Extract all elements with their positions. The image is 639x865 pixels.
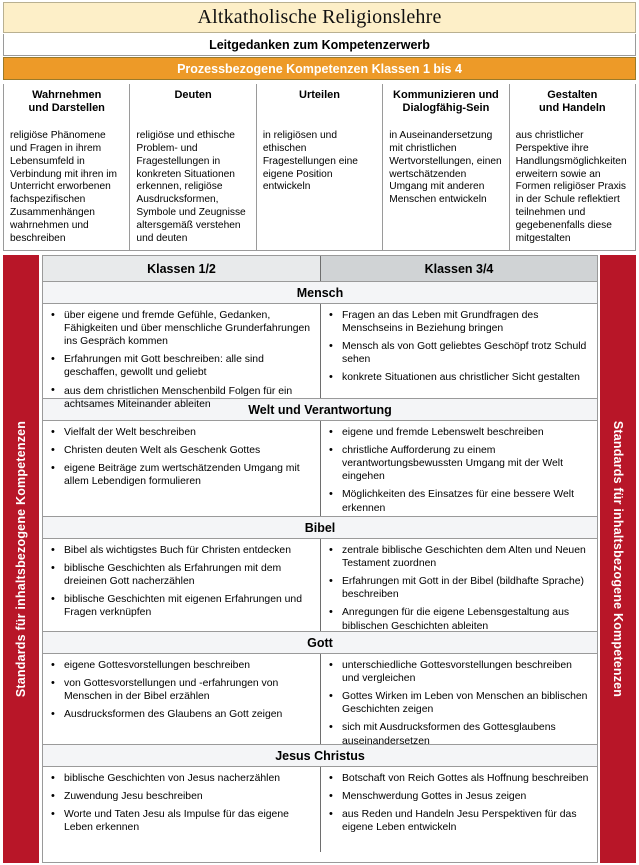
process-competency-heading: Wahrnehmen und Darstellen xyxy=(28,89,105,115)
left-side-banner-label: Standards für inhaltsbezogene Kompetenzen xyxy=(14,420,28,698)
topic-column-klassen-1-2 xyxy=(43,654,321,744)
process-competency-column xyxy=(257,84,383,250)
list-item: • über eigene und fremde Gefühle, Gedanken, Fähigkeiten und über menschliche Grunderfahrungen ins Gespräch kommen xyxy=(47,309,314,348)
process-competency-columns xyxy=(3,84,636,251)
topic-title: Jesus Christus xyxy=(43,745,597,767)
list-item: • Erfahrungen mit Gott in der Bibel (bildhafte Sprache) beschreiben xyxy=(325,575,591,601)
list-item: • sich mit Ausdrucksformen des Gottesglaubens auseinandersetzen xyxy=(325,721,591,747)
process-competency-body: religiöse und ethische Problem- und Fragestellungen in konkreten Situationen erkennen, religiöse Ausdrucksformen, Symbole und Zeugnisse altersgemäß verstehen und deuten xyxy=(136,130,246,244)
standards-list xyxy=(325,309,591,385)
standards-list xyxy=(325,544,591,633)
standards-grid xyxy=(42,255,598,863)
subtitle-text: Leitgedanken zum Kompetenzerwerb xyxy=(209,37,430,52)
topic-column-klassen-1-2 xyxy=(43,767,321,852)
standards-list xyxy=(47,544,314,620)
list-item: • Mensch als von Gott geliebtes Geschöpf trotz Schuld sehen xyxy=(325,340,591,366)
process-competency-body: religiöse Phänomene und Fragen in ihrem Lebensumfeld in Verbindung mit ihren im Unterricht erworbenen fachspezifischen Zusammenhängen wahrnehmen und beschreiben xyxy=(10,130,118,244)
process-competency-column xyxy=(4,84,130,250)
list-item: • unterschiedliche Gottesvorstellungen beschreiben und vergleichen xyxy=(325,659,591,685)
process-competency-column xyxy=(383,84,509,250)
list-item: • biblische Geschichten von Jesus nacherzählen xyxy=(47,772,314,785)
topic-column-klassen-3-4 xyxy=(321,539,597,631)
topic-columns xyxy=(43,767,597,852)
process-band-label: Prozessbezogene Kompetenzen Klassen 1 bis 4 xyxy=(177,61,462,76)
topic-block-welt-und-verantwortung xyxy=(43,399,597,517)
process-competency-band xyxy=(3,57,636,80)
right-side-banner xyxy=(600,255,636,863)
subtitle-band xyxy=(3,34,636,56)
list-item: • Bibel als wichtigstes Buch für Christen entdecken xyxy=(47,544,314,557)
standards-list xyxy=(325,659,591,748)
list-item: • aus Reden und Handeln Jesu Perspektiven für das eigene Leben entwickeln xyxy=(325,808,591,834)
process-competency-heading: Urteilen xyxy=(299,89,340,101)
topic-column-klassen-3-4 xyxy=(321,304,597,398)
standards-list xyxy=(47,309,314,411)
list-item: • Möglichkeiten des Einsatzes für eine bessere Welt erkennen xyxy=(325,488,591,514)
right-side-banner-label: Standards für inhaltsbezogene Kompetenzen xyxy=(611,420,625,698)
list-item: • Gottes Wirken im Leben von Menschen an biblischen Geschichten zeigen xyxy=(325,690,591,716)
process-competency-body: in religiösen und ethischen Fragestellungen eine eigene Position entwickeln xyxy=(262,130,358,193)
process-competency-heading: Kommunizieren und Dialogfähig-Sein xyxy=(393,89,499,115)
list-item: • eigene Gottesvorstellungen beschreiben xyxy=(47,659,314,672)
list-item: • biblische Geschichten als Erfahrungen mit dem dreieinen Gott nacherzählen xyxy=(47,562,314,588)
list-item: • Zuwendung Jesu beschreiben xyxy=(47,790,314,803)
list-item: • Vielfalt der Welt beschreiben xyxy=(47,426,314,439)
standards-list xyxy=(47,426,314,488)
grade-header-klassen-3-4: Klassen 3/4 xyxy=(321,256,597,281)
topic-title: Gott xyxy=(43,632,597,654)
topic-column-klassen-1-2 xyxy=(43,304,321,410)
topic-title: Welt und Verantwortung xyxy=(43,399,597,421)
topic-title: Bibel xyxy=(43,517,597,539)
standards-list xyxy=(47,659,314,721)
process-competency-body: in Auseinandersetzung mit christlichen Wertvorstellungen, einen wertschätzenden Umgang mit anderen Menschen entwickeln xyxy=(389,130,502,206)
topic-block-bibel xyxy=(43,517,597,632)
process-competency-column xyxy=(510,84,635,250)
list-item: • von Gottesvorstellungen und -erfahrungen von Menschen in der Bibel erzählen xyxy=(47,677,314,703)
document-title-band xyxy=(3,2,636,33)
topic-columns xyxy=(43,654,597,745)
topic-columns xyxy=(43,539,597,632)
list-item: • zentrale biblische Geschichten dem Alten und Neuen Testament zuordnen xyxy=(325,544,591,570)
list-item: • biblische Geschichten mit eigenen Erfahrungen und Fragen verknüpfen xyxy=(47,593,314,619)
topic-title: Mensch xyxy=(43,282,597,304)
topic-block-gott xyxy=(43,632,597,745)
topic-column-klassen-1-2 xyxy=(43,421,321,516)
standards-list xyxy=(47,772,314,834)
topic-block-jesus-christus xyxy=(43,745,597,852)
topic-column-klassen-3-4 xyxy=(321,654,597,747)
list-item: • Christen deuten Welt als Geschenk Gottes xyxy=(47,444,314,457)
list-item: • Erfahrungen mit Gott beschreiben: alle sind geschaffen, gewollt und geliebt xyxy=(47,353,314,379)
standards-list xyxy=(325,426,591,515)
process-competency-heading: Gestalten und Handeln xyxy=(539,89,606,115)
list-item: • eigene und fremde Lebenswelt beschreiben xyxy=(325,426,591,439)
list-item: • aus dem christlichen Menschenbild Folgen für ein achtsames Miteinander ableiten xyxy=(47,385,314,411)
process-competency-column xyxy=(130,84,256,250)
list-item: • Fragen an das Leben mit Grundfragen des Menschseins in Beziehung bringen xyxy=(325,309,591,335)
process-competency-body: aus christlicher Perspektive ihre Handlungsmöglichkeiten erweitern sowie an Formen religiöser Praxis in der Schule reflektiert teilnehmen und gegebenenfalls diese mitgestalten xyxy=(515,130,627,244)
list-item: • Ausdrucksformen des Glaubens an Gott zeigen xyxy=(47,708,314,721)
grade-header-row xyxy=(43,256,597,282)
list-item: • konkrete Situationen aus christlicher Sicht gestalten xyxy=(325,371,591,384)
topic-column-klassen-3-4 xyxy=(321,767,597,852)
list-item: • christliche Aufforderung zu einem verantwortungsbewussten Umgang mit der Welt eingehen xyxy=(325,444,591,483)
list-item: • Botschaft von Reich Gottes als Hoffnung beschreiben xyxy=(325,772,591,785)
list-item: • eigene Beiträge zum wertschätzenden Umgang mit allem Lebendigen formulieren xyxy=(47,462,314,488)
standards-list xyxy=(325,772,591,834)
grade-header-klassen-1-2: Klassen 1/2 xyxy=(43,256,321,281)
topic-columns xyxy=(43,421,597,517)
left-side-banner xyxy=(3,255,39,863)
topic-column-klassen-1-2 xyxy=(43,539,321,631)
list-item: • Menschwerdung Gottes in Jesus zeigen xyxy=(325,790,591,803)
process-competency-heading: Deuten xyxy=(174,89,212,101)
list-item: • Anregungen für die eigene Lebensgestaltung aus biblischen Geschichten ableiten xyxy=(325,606,591,632)
page-title: Altkatholische Religionslehre xyxy=(197,6,442,28)
list-item: • Worte und Taten Jesu als Impulse für das eigene Leben erkennen xyxy=(47,808,314,834)
topic-column-klassen-3-4 xyxy=(321,421,597,516)
